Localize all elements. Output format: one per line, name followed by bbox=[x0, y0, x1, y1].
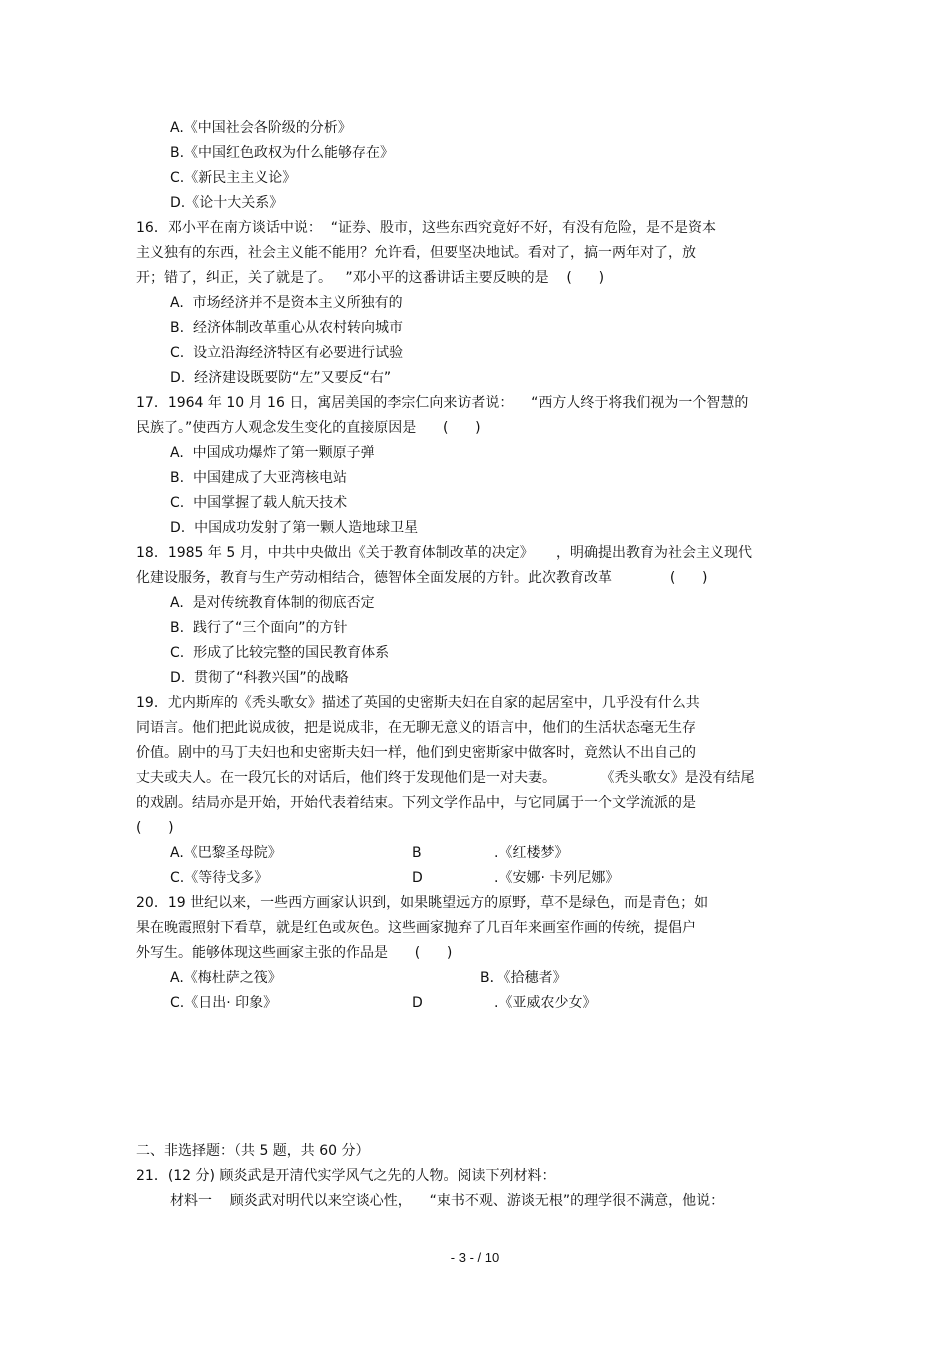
q19-option-c: C.《等待戈多》 bbox=[170, 870, 269, 886]
q19-answer-bracket: ( ) bbox=[136, 820, 174, 836]
q19-stem-line-1: 19．尤内斯库的《秃头歌女》描述了英国的史密斯夫妇在自家的起居室中，几乎没有什么共 bbox=[136, 695, 700, 711]
section-heading: 二、非选择题：（共 5 题，共 60 分） bbox=[136, 1143, 370, 1159]
q17-stem-line-1: 17．1964 年 10 月 16 日，寓居美国的李宗仁向来访者说： “西方人终于将我们视为一个智慧的 bbox=[136, 395, 749, 411]
q19-option-d-letter: D bbox=[412, 870, 423, 886]
q19-option-b-text: .《红楼梦》 bbox=[494, 845, 569, 861]
q18-option-a: A. 是对传统教育体制的彻底否定 bbox=[170, 595, 375, 611]
q19-stem-line-4: 丈夫或夫人。在一段冗长的对话后，他们终于发现他们是一对夫妻。 《秃头歌女》是没有结尾 bbox=[136, 770, 755, 786]
q19-stem-line-5: 的戏剧。结局亦是开始，开始代表着结束。下列文学作品中，与它同属于一个文学流派的是 bbox=[136, 795, 696, 811]
q19-option-a: A.《巴黎圣母院》 bbox=[170, 845, 282, 861]
q15-option-c: C.《新民主主义论》 bbox=[170, 170, 297, 186]
q19-stem-line-3: 价值。剧中的马丁夫妇也和史密斯夫妇一样，他们到史密斯家中做客时，竟然认不出自己的 bbox=[136, 745, 696, 761]
q17-option-a: A. 中国成功爆炸了第一颗原子弹 bbox=[170, 445, 375, 461]
q19-option-b-letter: B bbox=[412, 845, 422, 861]
q20-stem-line-2: 果在晚霞照射下看草，就是红色或灰色。这些画家抛弃了几百年来画室作画的传统，提倡户 bbox=[136, 920, 696, 936]
q20-option-d-text: .《亚威农少女》 bbox=[494, 995, 597, 1011]
q16-stem-line-2: 主义独有的东西，社会主义能不能用？允许看，但要坚决地试。看对了，搞一两年对了，放 bbox=[136, 245, 696, 261]
q16-option-b: B. 经济体制改革重心从农村转向城市 bbox=[170, 320, 403, 336]
q18-option-d: D. 贯彻了“科教兴国”的战略 bbox=[170, 670, 349, 686]
q16-stem-line-1: 16．邓小平在南方谈话中说： “证券、股市，这些东西究竟好不好，有没有危险，是不是资本 bbox=[136, 220, 716, 236]
q15-option-d: D.《论十大关系》 bbox=[170, 195, 284, 211]
q18-stem-line-2: 化建设服务，教育与生产劳动相结合，德智体全面发展的方针。此次教育改革 ( ) bbox=[136, 570, 708, 586]
q16-option-c: C. 设立沿海经济特区有必要进行试验 bbox=[170, 345, 404, 361]
q16-option-d: D. 经济建设既要防“左”又要反“右” bbox=[170, 370, 392, 386]
q17-option-b: B. 中国建成了大亚湾核电站 bbox=[170, 470, 347, 486]
q17-stem-line-2: 民族了。”使西方人观念发生变化的直接原因是 ( ) bbox=[136, 420, 481, 436]
q16-stem-line-3: 开；错了，纠正，关了就是了。 ”邓小平的这番讲话主要反映的是 ( ) bbox=[136, 270, 605, 286]
q15-option-a: A.《中国社会各阶级的分析》 bbox=[170, 120, 352, 136]
q20-option-d-letter: D bbox=[412, 995, 423, 1011]
q18-stem-line-1: 18．1985 年 5 月，中共中央做出《关于教育体制改革的决定》 ，明确提出教育为社会主义现代 bbox=[136, 545, 752, 561]
page-number: - 3 - / 10 bbox=[450, 1250, 500, 1265]
q21-stem: 21．(12 分) 顾炎武是开清代实学风气之先的人物。阅读下列材料： bbox=[136, 1168, 556, 1184]
q17-option-d: D. 中国成功发射了第一颗人造地球卫星 bbox=[170, 520, 419, 536]
q19-option-d-text: .《安娜· 卡列尼娜》 bbox=[494, 870, 620, 886]
q20-option-b: B．《拾穗者》 bbox=[480, 970, 567, 986]
q18-option-c: C. 形成了比较完整的国民教育体系 bbox=[170, 645, 390, 661]
q20-stem-line-3: 外写生。能够体现这些画家主张的作品是 ( ) bbox=[136, 945, 453, 961]
q20-option-c: C.《日出· 印象》 bbox=[170, 995, 278, 1011]
q20-stem-line-1: 20．19 世纪以来，一些西方画家认识到，如果眺望远方的原野，草不是绿色，而是青色；如 bbox=[136, 895, 709, 911]
q19-stem-line-2: 同语言。他们把此说成彼，把是说成非，在无聊无意义的语言中，他们的生活状态毫无生存 bbox=[136, 720, 696, 736]
q17-option-c: C. 中国掌握了载人航天技术 bbox=[170, 495, 348, 511]
q16-option-a: A. 市场经济并不是资本主义所独有的 bbox=[170, 295, 403, 311]
q18-option-b: B. 践行了“三个面向”的方针 bbox=[170, 620, 348, 636]
q20-option-a: A.《梅杜萨之筏》 bbox=[170, 970, 282, 986]
q21-material-1: 材料一 顾炎武对明代以来空谈心性， “束书不观、游谈无根”的理学很不满意，他说： bbox=[170, 1193, 725, 1209]
q15-option-b: B.《中国红色政权为什么能够存在》 bbox=[170, 145, 395, 161]
